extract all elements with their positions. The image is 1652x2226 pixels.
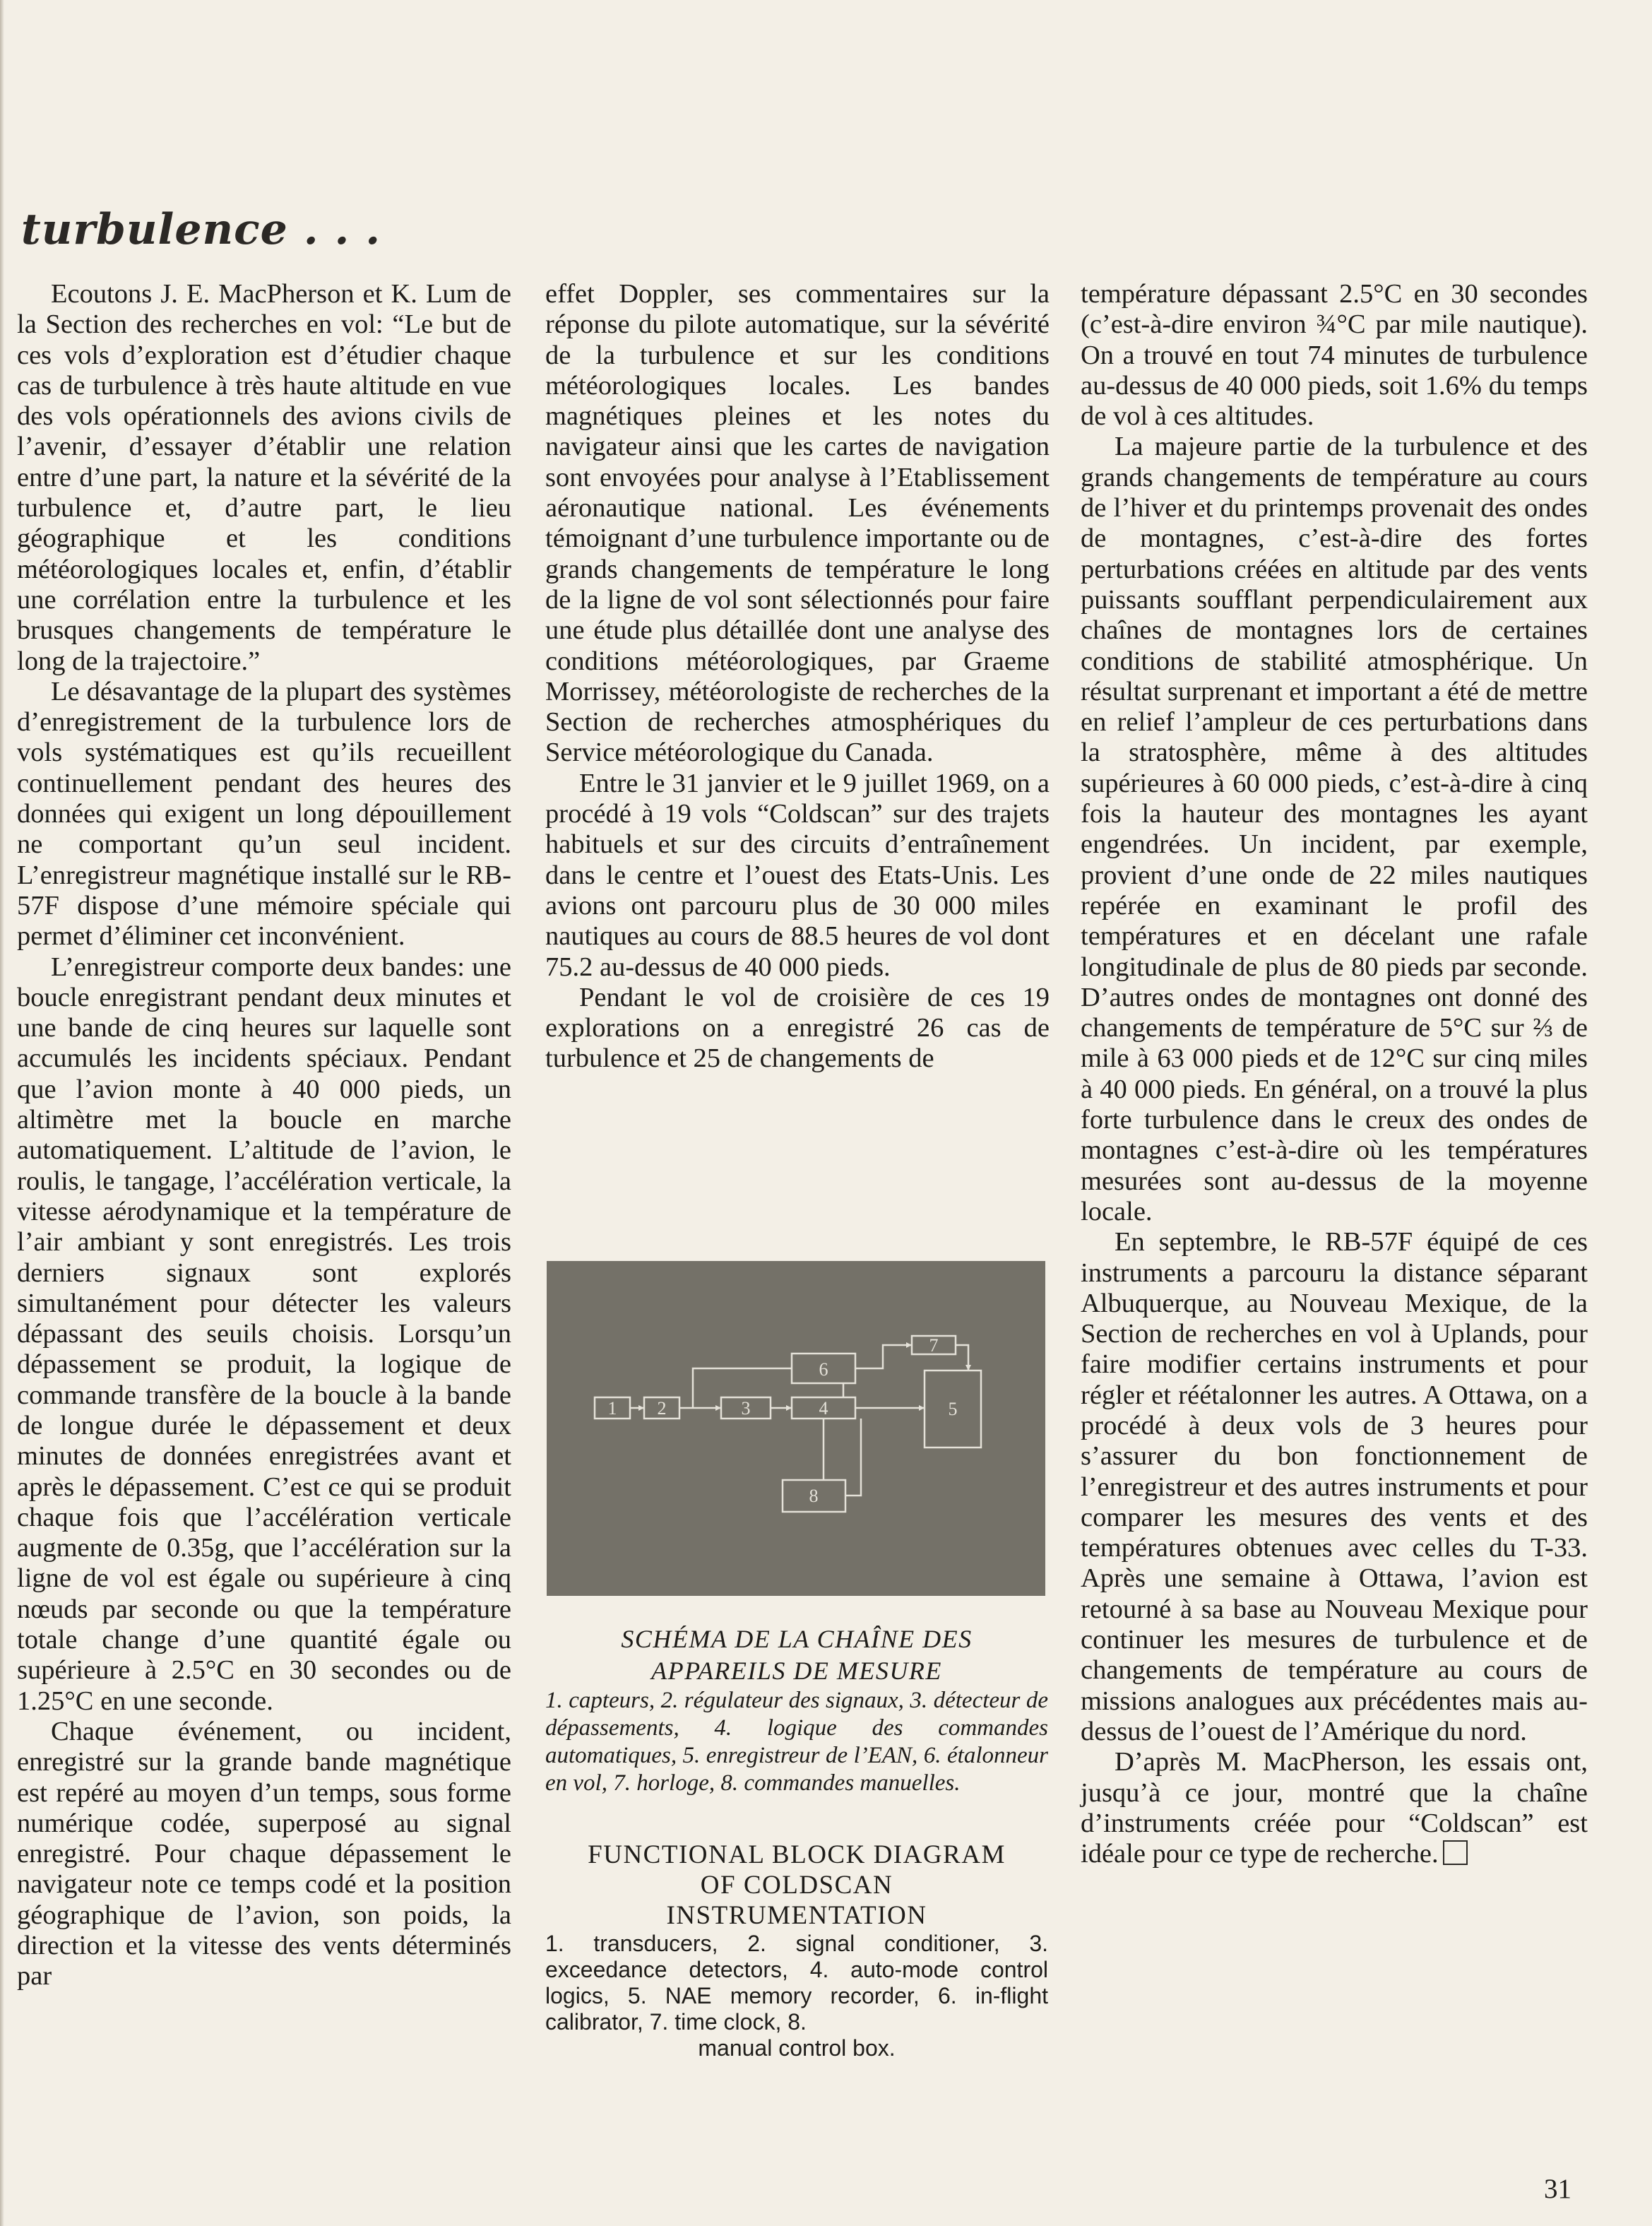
caption-french-body: 1. capteurs, 2. régulateur des signaux, 3. détecteur de dépassements, 4. logique des commandes automatiques, 5. enregistreur de l’EAN, 6. étalonneur en vol, 7. horloge, 8. commandes manuelles.	[545, 1688, 1048, 1796]
article-heading: turbulence . . .	[21, 205, 381, 254]
block-label: 8	[809, 1486, 819, 1506]
paragraph: Ecoutons J. E. MacPherson et K. Lum de la Section des recherches en vol: “Le but de ces vols d’exploration est d’étudier chaque cas de turbulence à très haute altitude en vue des vols opérationnels des avions civils de l’avenir, d’essayer d’établir une relation entre d’une part, la nature et la sévérité de la turbulence et, d’autre part, le lieu géographique et les conditions météorologiques locales et, enfin, d’établir une corrélation entre la turbulence et les brusques changements de température le long de la trajectoire.”	[17, 279, 511, 676]
paragraph: Chaque événement, ou incident, enregistré sur la grande bande magnétique est repéré au moyen d’un temps, sous forme numérique codée, superposé au signal enregistré. Pour chaque dépassement le navigateur note ce temps codé et la position géographique de l’avion, son poids, la direction et la vitesse des vents déterminés par	[17, 1716, 511, 1991]
paragraph: L’enregistreur comporte deux bandes: une boucle enregistrant pendant deux minutes et une bande de cinq heures sur laquelle sont accumulés les incidents spéciaux. Pendant que l’avion monte à 40 000 pieds, un altimètre met la boucle en marche automatiquement. L’altitude de l’avion, le roulis, le tangage, l’accélération verticale, la vitesse aérodynamique et la température de l’air ambiant y sont enregistrés. Les trois derniers signaux sont explorés simultanément pour détecter les valeurs dépassant des seuils choisis. Lorsqu’un dépassement se produit, la logique de commande transfère de la boucle à la bande de longue durée le dépassement et deux minutes de données enregistrées avant et après le dépassement. C’est ce qui se produit chaque fois que l’accélération verticale augmente de 0.35g, que l’accélération sur la ligne de vol est égale ou supérieure à cinq nœuds par seconde ou que la température totale change d’une quantité égale ou supérieure à 2.5°C en 30 secondes ou de 1.25°C en une seconde.	[17, 952, 511, 1716]
paragraph: En septembre, le RB-57F équipé de ces instruments a parcouru la distance séparant Albuquerque, au Nouveau Mexique, de la Section de recherches en vol à Uplands, pour faire modifier certains instruments et pour régler et réétalonner les autres. A Ottawa, on a procédé à deux vols de 3 heures pour s’assurer du bon fonctionnement de l’enregistreur et des autres instruments et pour comparer les mesures des vents et des températures obtenues avec celles du T-33. Après une semaine à Ottawa, l’avion est retourné à sa base au Nouveau Mexique pour continuer les mesures de turbulence et de changements de température au cours de missions analogues aux précédentes mais au-dessus de l’ouest de l’Amérique du nord.	[1081, 1227, 1588, 1746]
caption-english-body-last: manual control box.	[698, 2035, 896, 2061]
caption-english-body: 1. transducers, 2. signal conditioner, 3. exceedance detectors, 4. auto-mode control logics, 5. NAE memory recorder, 6. in-flight calibrator, 7. time clock, 8.	[545, 1931, 1048, 2035]
block-label: 7	[929, 1335, 939, 1356]
paragraph: Entre le 31 janvier et le 9 juillet 1969, on a procédé à 19 vols “Coldscan” sur des trajets habituels et sur des circuits d’entraînement dans le centre et l’ouest des Etats-Unis. Les avions ont parcouru plus de 30 000 miles nautiques au cours de 88.5 heures de vol dont 75.2 au-dessus de 40 000 pieds.	[545, 768, 1050, 982]
caption-english-title-line2: OF COLDSCAN	[700, 1871, 893, 1900]
block-diagram	[547, 1261, 1045, 1596]
block-label: 2	[657, 1398, 667, 1419]
block-label: 1	[607, 1398, 617, 1419]
caption-english-title-line3: INSTRUMENTATION	[666, 1901, 927, 1930]
block-label: 5	[948, 1399, 958, 1419]
block-label: 4	[819, 1398, 828, 1419]
paragraph: température dépassant 2.5°C en 30 secondes (c’est-à-dire environ ¾°C par mile nautique). On a trouvé en tout 74 minutes de turbulence au-dessus de 40 000 pieds, soit 1.6% du temps de vol à ces altitudes.	[1081, 279, 1588, 432]
paragraph: La majeure partie de la turbulence et des grands changements de température au cours de l’hiver et du printemps provenait des ondes de montagnes, c’est-à-dire des fortes perturbations créées en altitude par des vents puissants soufflant perpendiculairement aux chaînes de montagnes lors de certaines conditions de stabilité atmosphérique. Un résultat surprenant et important a été de mettre en relief l’ampleur de ces perturbations dans la stratosphère, même à des altitudes supérieures à 60 000 pieds, c’est-à-dire à cinq fois la hauteur des montagnes les ayant engendrées. Un incident, par exemple, provient d’une onde de 22 miles nautiques repérée en examinant le profil des températures et en décelant une rafale longitudinale de plus de 80 pieds par seconde. D’autres ondes de montagnes ont donné des changements de température de 5°C sur ⅔ de mile à 63 000 pieds et de 12°C sur cinq miles à 40 000 pieds. En général, on a trouvé la plus forte turbulence dans le creux des ondes de montagnes c’est-à-dire où les températures mesurées sont au-dessus de la moyenne locale.	[1081, 432, 1588, 1226]
caption-french-title-line2: APPAREILS DE MESURE	[651, 1657, 942, 1685]
paragraph: Pendant le vol de croisière de ces 19 explorations on a enregistré 26 cas de turbulence et 25 de changements de	[545, 982, 1050, 1074]
caption-french	[545, 1623, 1048, 1797]
page-number: 31	[1544, 2174, 1571, 2204]
text-column-2	[545, 279, 1050, 1074]
end-of-article-mark-icon	[1443, 1840, 1468, 1865]
paragraph-final	[1081, 1747, 1588, 1869]
paragraph-final-text: D’après M. MacPherson, les essais ont, jusqu’à ce jour, montré que la chaîne d’instruments créée pour “Coldscan” est idéale pour ce type de recherche.	[1081, 1747, 1588, 1869]
block-label: 3	[741, 1398, 751, 1419]
text-column-1	[17, 279, 511, 1992]
paragraph: Le désavantage de la plupart des systèmes d’enregistrement de la turbulence lors de vols systématiques est qu’ils recueillent continuellement pendant des heures des données qui exigent un long dépouillement ne comportant qu’un seul incident. L’enregistreur magnétique installé sur le RB-57F dispose d’une mémoire spéciale qui permet d’éliminer cet inconvénient.	[17, 676, 511, 952]
caption-english	[545, 1840, 1048, 2061]
block-diagram-figure	[547, 1261, 1045, 1596]
page-edge-shadow	[0, 0, 4, 2226]
caption-english-title-line1: FUNCTIONAL BLOCK DIAGRAM	[588, 1840, 1006, 1869]
block-label: 6	[819, 1359, 828, 1380]
text-column-3	[1081, 279, 1588, 1869]
caption-french-title-line1: SCHÉMA DE LA CHAÎNE DES	[621, 1625, 973, 1653]
paragraph: effet Doppler, ses commentaires sur la réponse du pilote automatique, sur la sévérité de la turbulence et sur les conditions météorologiques locales. Les bandes magnétiques pleines et les notes du navigateur ainsi que les cartes de navigation sont envoyées pour analyse à l’Etablissement aéronautique national. Les événements témoignant d’une turbulence importante ou de grands changements de température le long de la ligne de vol sont sélectionnés pour faire une étude plus détaillée dont une analyse des conditions météorologiques, par Graeme Morrissey, météorologiste de recherches de la Section de recherches atmosphériques du Service météorologique du Canada.	[545, 279, 1050, 768]
